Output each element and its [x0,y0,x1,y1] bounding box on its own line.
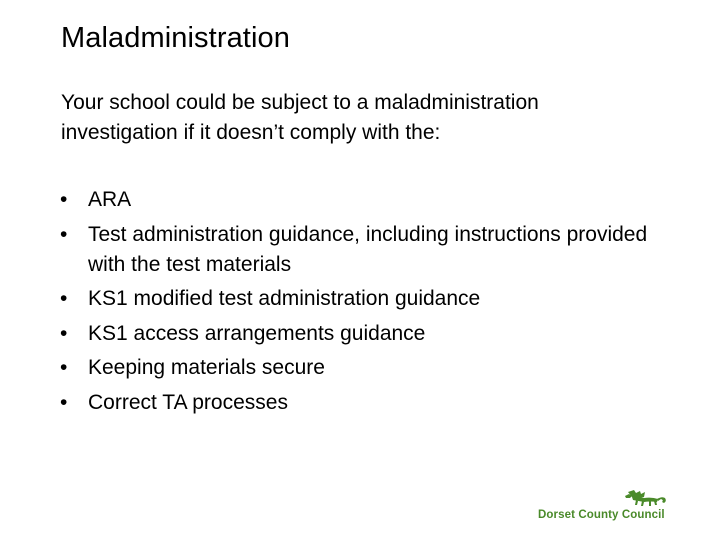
bullet-text: Keeping materials secure [88,356,325,379]
intro-text: Your school could be subject to a maladministration investigation if it doesn’t comply with the: [61,91,539,144]
bullet-marker: • [60,222,68,246]
bullet-text: ARA [88,188,132,211]
dragon-crest-icon [624,490,668,510]
bullet-marker: • [60,188,68,211]
bullet-marker: • [60,356,68,379]
dorset-county-council-logo [538,490,668,526]
bullet-text: Correct TA processes [88,390,288,414]
bullet-marker: • [60,287,68,310]
slide-title: Maladministration [61,22,290,54]
bullet-item [60,353,680,383]
bullet-text: KS1 access arrangements guidance [88,321,426,345]
logo-text: Dorset County Council [538,509,665,521]
bullet-text: KS1 modified test administration guidance [88,287,481,310]
bullet-item [60,284,680,314]
bullet-marker: • [60,390,68,414]
bullet-marker: • [60,321,68,345]
bullet-text: Test administration guidance, including instructions provided with the test materials [88,222,648,276]
bullet-item [60,220,680,280]
bullet-item [60,319,680,349]
bullet-item [60,388,680,418]
bullet-item [60,185,680,215]
bullet-list [60,185,680,422]
